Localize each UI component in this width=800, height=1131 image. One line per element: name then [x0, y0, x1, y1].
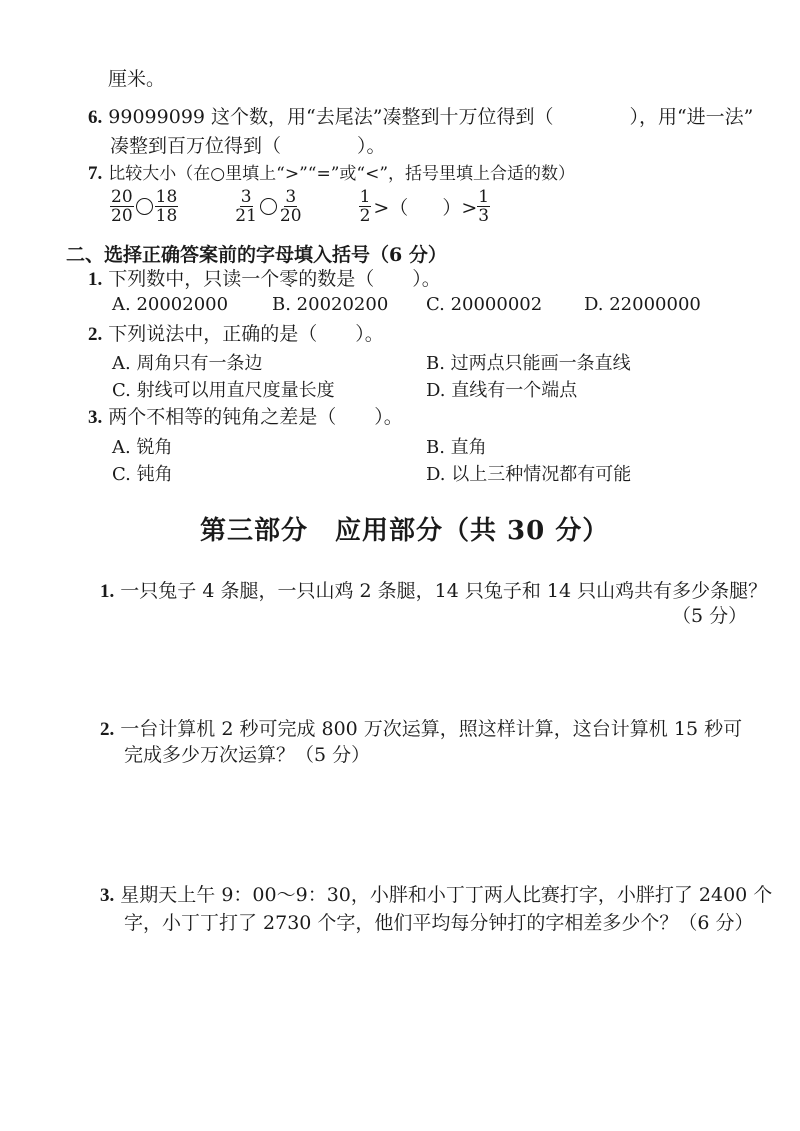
p3-q2 — [100, 716, 742, 743]
s2-q3-option-d[interactable]: D. 以上三种情况都有可能 — [426, 464, 632, 485]
p3-q1-score: （5 分） — [672, 605, 748, 627]
fraction: $\frac{20}{20}$ — [111, 187, 133, 226]
s2-q3-number: 3. — [88, 407, 103, 428]
s2-q1-option-c[interactable]: C. 20000002 — [426, 294, 543, 315]
s2-q2 — [88, 321, 384, 348]
s2-q2-text: 下列说法中，正确的是（ ）。 — [108, 323, 384, 345]
p3-q1-number: 1. — [100, 581, 115, 602]
p3-q3-line2: 字，小丁丁打了 2730 个字，他们平均每分钟打的字相差多少个？（6 分） — [124, 912, 754, 934]
q7-number: 7. — [88, 163, 103, 184]
q7-line — [88, 160, 575, 187]
q6-number: 6. — [88, 107, 103, 128]
q7-compare-2 — [234, 188, 302, 225]
p3-q3-number: 3. — [100, 885, 115, 906]
compare-circle[interactable] — [260, 198, 277, 215]
p3-q2-number: 2. — [100, 719, 115, 740]
s2-q1-option-d[interactable]: D. 22000000 — [584, 294, 701, 315]
gt-close-paren: ）> — [442, 197, 478, 219]
q7-compare-1 — [110, 188, 178, 225]
s2-q3-text: 两个不相等的钝角之差是（ ）。 — [108, 406, 403, 428]
s2-q2-option-d[interactable]: D. 直线有一个端点 — [426, 380, 578, 401]
fraction: $\frac{3}{20}$ — [279, 187, 302, 226]
q7-comparisons — [110, 188, 546, 225]
p3-q2-line1: 一台计算机 2 秒可完成 800 万次运算，照这样计算，这台计算机 15 秒可 — [120, 718, 743, 740]
q6-text-line1: 99099099 这个数，用“去尾法”凑整到十万位得到（ ），用“进一法” — [108, 106, 754, 128]
fraction: $\frac{18}{18}$ — [155, 187, 178, 226]
s2-q3-option-b[interactable]: B. 直角 — [426, 437, 487, 458]
q5-tail-text: 厘米。 — [108, 68, 166, 90]
gt-open-paren: >（ — [373, 197, 409, 219]
p3-q1-text: 一只兔子 4 条腿，一只山鸡 2 条腿，14 只兔子和 14 只山鸡共有多少条腿？ — [120, 580, 768, 602]
fraction: $\frac{1}{2}$ — [359, 187, 371, 226]
s2-q3 — [88, 404, 403, 431]
s2-q1-text: 下列数中，只读一个零的数是（ ）。 — [108, 268, 441, 290]
fraction: $\frac{1}{3}$ — [478, 187, 490, 226]
fraction: $\frac{3}{21}$ — [235, 187, 257, 226]
p3-q1 — [100, 578, 767, 605]
q7-compare-3 — [359, 188, 491, 225]
section2-title: 二、选择正确答案前的字母填入括号（6 分） — [66, 244, 447, 266]
s2-q2-option-b[interactable]: B. 过两点只能画一条直线 — [426, 353, 631, 374]
p3-q3-line1: 星期天上午 9：00～9：30，小胖和小丁丁两人比赛打字，小胖打了 2400 个 — [120, 884, 773, 906]
s2-q3-option-a[interactable]: A. 锐角 — [112, 437, 173, 458]
s2-q2-option-c[interactable]: C. 射线可以用直尺度量长度 — [112, 380, 335, 401]
s2-q2-option-a[interactable]: A. 周角只有一条边 — [112, 353, 263, 374]
p3-q2-line2: 完成多少万次运算？（5 分） — [124, 744, 371, 766]
s2-q2-number: 2. — [88, 324, 103, 345]
p3-q3 — [100, 882, 772, 909]
compare-circle[interactable] — [136, 198, 153, 215]
q6-text-line2: 凑整到百万位得到（ ）。 — [110, 135, 386, 157]
s2-q3-option-c[interactable]: C. 钝角 — [112, 464, 173, 485]
s2-q1-option-b[interactable]: B. 20020200 — [272, 294, 389, 315]
q6-line1 — [88, 104, 753, 131]
part3-title: 第三部分 应用部分（共 30 分） — [200, 516, 610, 546]
s2-q1-option-a[interactable]: A. 20002000 — [112, 294, 229, 315]
s2-q1 — [88, 266, 441, 293]
s2-q1-number: 1. — [88, 269, 103, 290]
q7-text: 比较大小（在○里填上“>”“=”或“<”，括号里填上合适的数） — [108, 164, 576, 184]
